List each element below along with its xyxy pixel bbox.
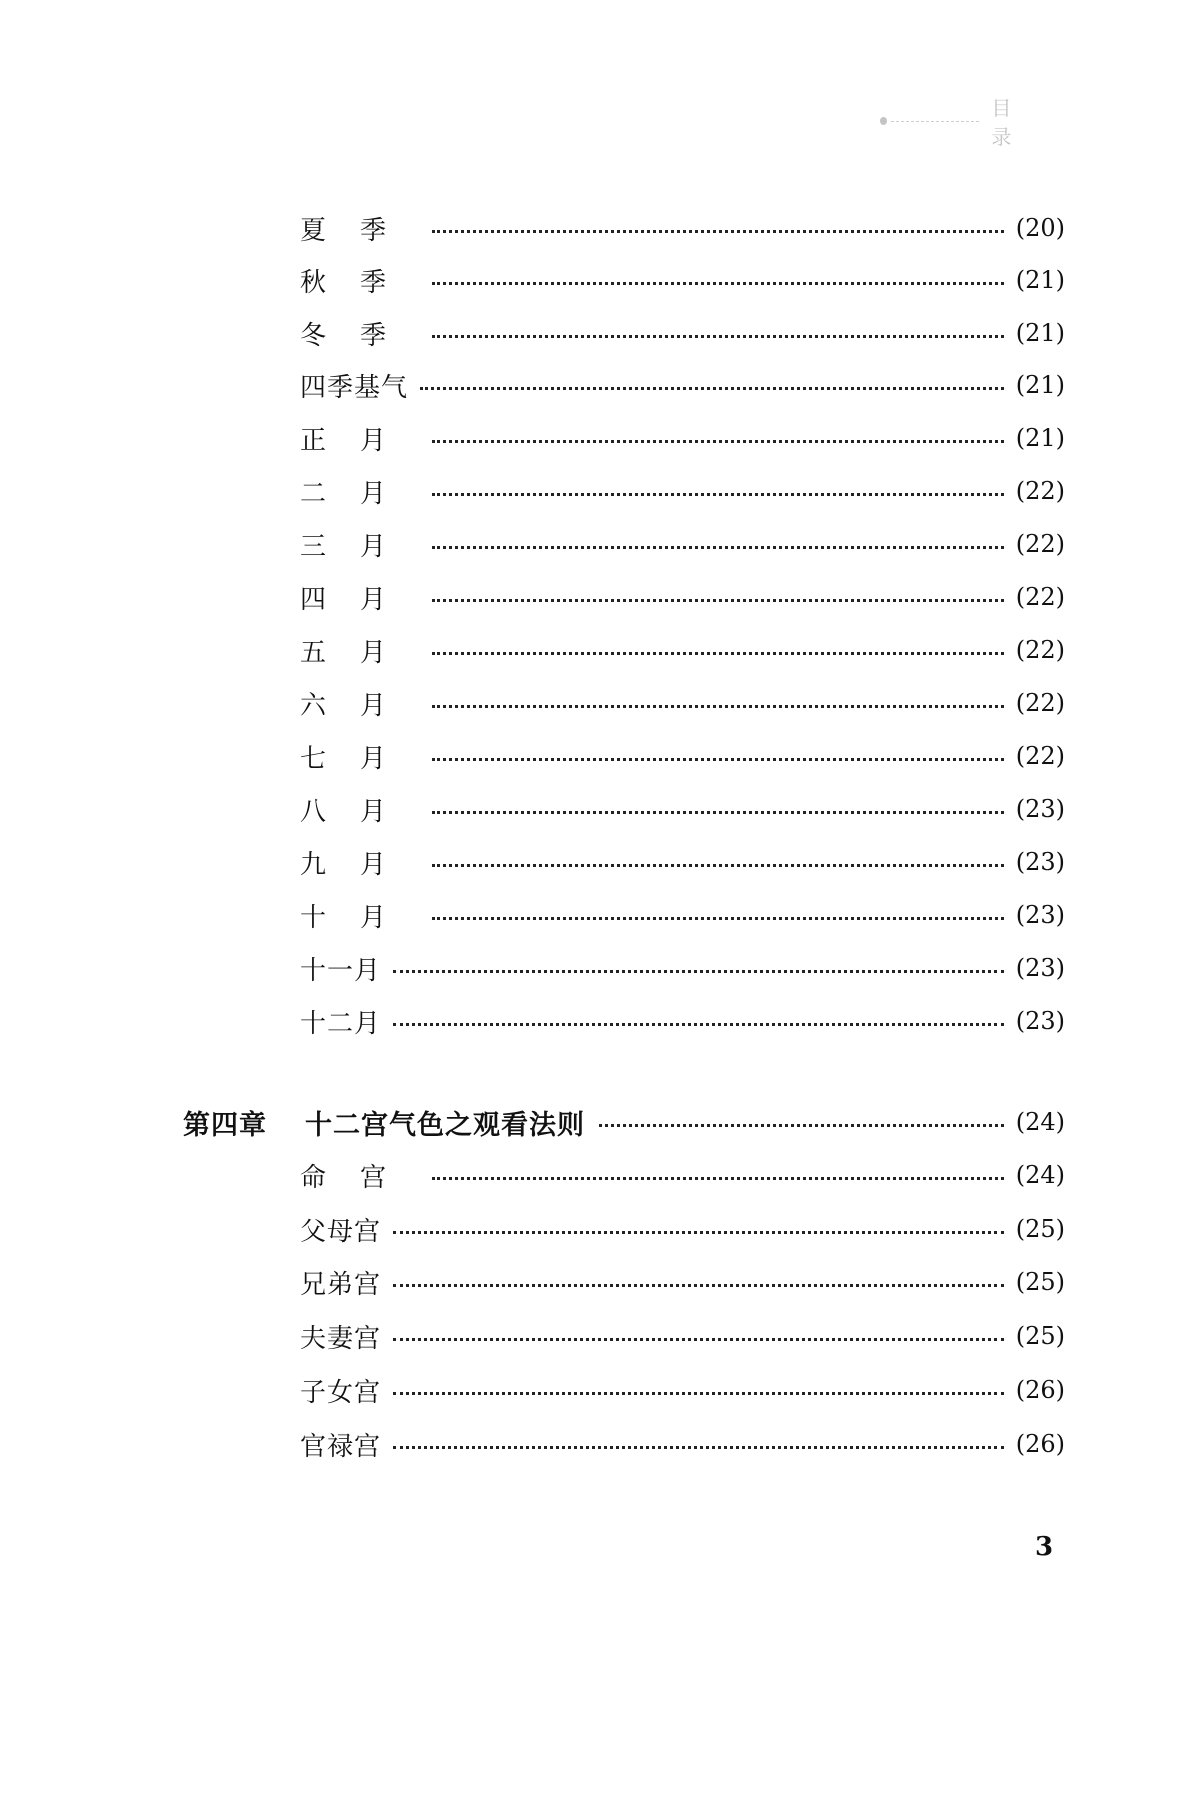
toc-entry-label: 二月 <box>300 478 421 509</box>
dot-leader <box>393 1284 1004 1287</box>
toc-entry-label: 五月 <box>300 637 421 668</box>
toc-entry-page: (21) <box>1015 266 1065 294</box>
dot-leader <box>393 1392 1004 1395</box>
dot-leader <box>432 493 1004 496</box>
dot-leader <box>599 1124 1004 1127</box>
dot-leader <box>393 1446 1004 1449</box>
toc-entry-page: (22) <box>1015 530 1065 558</box>
dot-leader <box>432 864 1004 867</box>
toc-entry-page: (23) <box>1015 848 1065 876</box>
toc-entry-page: (21) <box>1015 319 1065 347</box>
toc-entry-label: 六月 <box>300 690 421 721</box>
toc-entry-page: (23) <box>1015 901 1065 929</box>
header-dot <box>880 117 887 125</box>
toc-entry-label: 十二月 <box>300 1008 382 1039</box>
chapter-title: 十二宫气色之观看法则 <box>305 1109 585 1141</box>
toc-entry-page: (20) <box>1015 214 1065 242</box>
running-header <box>880 96 1080 149</box>
page-number: 3 <box>1035 1532 1054 1562</box>
dot-leader <box>432 282 1004 285</box>
toc-entry[interactable] <box>300 842 1065 882</box>
dot-leader <box>432 652 1004 655</box>
toc-entry-page: (21) <box>1015 371 1065 399</box>
header-title: 目 录 <box>991 96 1030 149</box>
toc-entry-page: (22) <box>1015 742 1065 770</box>
toc-entry[interactable] <box>300 789 1065 829</box>
dot-leader <box>420 387 1004 390</box>
toc-entry-label: 九月 <box>300 849 421 880</box>
toc-entry[interactable] <box>300 365 1065 405</box>
dot-leader <box>432 335 1004 338</box>
toc-entry[interactable] <box>300 895 1065 935</box>
toc-entry[interactable] <box>300 313 1065 353</box>
toc-entry[interactable] <box>300 683 1065 723</box>
toc-entry[interactable] <box>300 208 1065 248</box>
toc-entry-page: (24) <box>1015 1161 1065 1189</box>
toc-entry[interactable] <box>300 736 1065 776</box>
toc-entry[interactable] <box>300 1155 1065 1195</box>
dot-leader <box>432 758 1004 761</box>
header-rule <box>891 121 979 122</box>
chapter-page: (24) <box>1015 1108 1065 1136</box>
toc-entry-label: 秋季 <box>300 267 421 298</box>
toc-entry-page: (25) <box>1015 1215 1065 1243</box>
toc-entry-label: 冬季 <box>300 320 421 351</box>
dot-leader <box>393 1338 1004 1341</box>
toc-entry[interactable] <box>300 948 1065 988</box>
toc-entry-page: (22) <box>1015 583 1065 611</box>
toc-entry[interactable] <box>300 630 1065 670</box>
toc-entry[interactable] <box>300 1424 1065 1464</box>
toc-entry-page: (22) <box>1015 689 1065 717</box>
chapter-number: 第四章 <box>183 1109 267 1141</box>
dot-leader <box>432 599 1004 602</box>
toc-entry-page: (22) <box>1015 477 1065 505</box>
toc-entry-label: 十月 <box>300 902 421 933</box>
toc-entry-label: 三月 <box>300 531 421 562</box>
toc-entry[interactable] <box>300 1370 1065 1410</box>
toc-entry-label: 子女宫 <box>300 1377 382 1408</box>
toc-entry-label: 正月 <box>300 425 421 456</box>
toc-entry-page: (25) <box>1015 1268 1065 1296</box>
toc-entry-label: 命宫 <box>300 1162 421 1193</box>
toc-chapter-heading[interactable] <box>183 1100 1065 1144</box>
toc-entry-label: 父母宫 <box>300 1216 382 1247</box>
toc-entry[interactable] <box>300 471 1065 511</box>
toc-entry[interactable] <box>300 1262 1065 1302</box>
toc-entry-label: 七月 <box>300 743 421 774</box>
toc-entry[interactable] <box>300 524 1065 564</box>
toc-entry-label: 夫妻宫 <box>300 1323 382 1354</box>
toc-entry-page: (22) <box>1015 636 1065 664</box>
toc-entry-page: (21) <box>1015 424 1065 452</box>
toc-entry[interactable] <box>300 577 1065 617</box>
dot-leader <box>432 230 1004 233</box>
toc-entry-page: (25) <box>1015 1322 1065 1350</box>
toc-entry[interactable] <box>300 260 1065 300</box>
dot-leader <box>432 705 1004 708</box>
toc-entry-page: (23) <box>1015 1007 1065 1035</box>
toc-entry[interactable] <box>300 1001 1065 1041</box>
toc-entry-label: 四月 <box>300 584 421 615</box>
toc-entry-page: (23) <box>1015 954 1065 982</box>
toc-entry[interactable] <box>300 1209 1065 1249</box>
toc-entry-label: 夏季 <box>300 215 421 246</box>
dot-leader <box>393 970 1004 973</box>
toc-entry-label: 兄弟宫 <box>300 1269 382 1300</box>
toc-entry-label: 四季基气 <box>300 372 409 403</box>
dot-leader <box>393 1023 1004 1026</box>
toc-entry-page: (26) <box>1015 1376 1065 1404</box>
toc-entry[interactable] <box>300 1316 1065 1356</box>
toc-entry-page: (23) <box>1015 795 1065 823</box>
dot-leader <box>432 917 1004 920</box>
dot-leader <box>432 1177 1004 1180</box>
dot-leader <box>432 440 1004 443</box>
dot-leader <box>432 811 1004 814</box>
dot-leader <box>393 1231 1004 1234</box>
toc-entry-page: (26) <box>1015 1430 1065 1458</box>
toc-entry-label: 十一月 <box>300 955 382 986</box>
toc-entry-label: 八月 <box>300 796 421 827</box>
toc-entry[interactable] <box>300 418 1065 458</box>
dot-leader <box>432 546 1004 549</box>
toc-entry-label: 官禄宫 <box>300 1431 382 1462</box>
